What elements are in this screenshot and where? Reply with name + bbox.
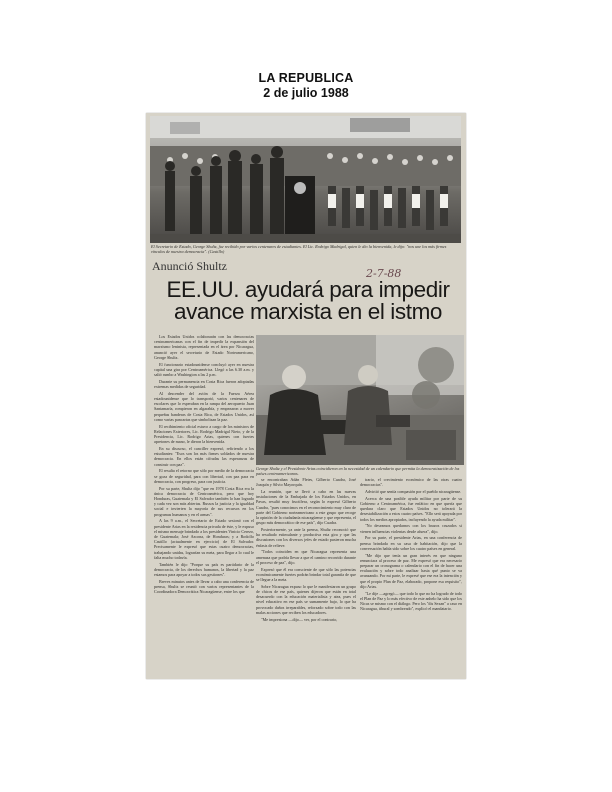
paragraph: El funcionario estadounidense concluyó ayer en nuestra capital una gira por Centroamérica. Llegó a las 6.30 a.m. y salió rumbo a Washington a las 2 p.m. xyxy=(154,361,254,378)
article-column-1 xyxy=(154,334,254,596)
paragraph: "No deseamos quedarnos con los brazos cruzados si vienen influencias violentas desde afuera", dijo. xyxy=(360,523,462,534)
paragraph: "Me dijo que tenía un gran interés en que ninguno renunciara al proceso de paz. Me expresó que era necesario preparar un cronograma o calendario con el fin de hacer una evaluación y sobre todo analizar hasta qué punto se va avanzando. Por mi parte, le expresé que ese era la intención y que el propio Plan de Paz, elaborado, propone esa requisito", dijo Arias. xyxy=(360,552,462,589)
paragraph: También le dijo "Porque su país es partidario de la democracia, de los derechos humanos, la libertad y la paz estamos para apoyar a todos sus gestiones". xyxy=(154,561,254,578)
paragraph: Los Estados Unidos colaborarán con las democracias centroamericanas con el fin de impedir la expansión del marxismo leninista, representada en el área por Nicaragua, anunció ayer el secretario de Estado Norteamericano, George Shultz. xyxy=(154,334,254,360)
paragraph: La reunión, que se llevó a cabo en las nuevas instalaciones de la Embajada de los Estados Unidos, en Pavas, resultó muy fructífera, según lo expresó Gilberto Cuadra, "pues conocimos en el reconocimiento muy claro de parte del Gobierno norteamericano a este grupo que recoge la opinión de la ciudadanía nicaragüense y que representa, el grupo más democrático de ese país", dijo Cuadra. xyxy=(256,489,356,526)
photo-shultz-arias xyxy=(256,335,464,465)
photo-caption-arias: George Shultz y el Presidente Arias coincidieron en la necesidad de un calendario que permita la democratización de los países centroamericanos. xyxy=(256,466,460,476)
paragraph: Expresó que él era consciente de que sólo las potencias económicamente fuertes podrán brindar total garantía de que se llegue a la meta. xyxy=(256,566,356,583)
paragraph: "Todos coinciden en que Nicaragua representa una amenaza que podría llevar a que el camino recorrido durante el proceso de paz", dijo. xyxy=(256,549,356,565)
photo-shultz-arrival xyxy=(150,116,461,243)
paragraph: Al descender del avión de la Fuerza Aérea estadounidense que lo transportó, varios centenares de escolares que lo esperaban en la rampa del aeropuerto Juan Santamaría, rompieron en algarabía, y empezaron a mover pequeñas banderas de Costa Rica, de Estados Unidos, así como varias pancartas que simbolizan la paz. xyxy=(154,390,254,422)
article-column-3 xyxy=(360,477,462,613)
paragraph: En su discurso, el canciller expresó, refiriendo a los estudiantes: "Esos son los más firmes soldados de nuestra democracia. En ellos están cifradas las esperanzas de construir con paz". xyxy=(154,446,254,467)
article-kicker: Anunció Shultz xyxy=(152,259,227,273)
photo-caption-arrival: El Secretario de Estado, George Shultz, fue recibido por varios centenares de estudiantes. El Lic. Rodrigo Madrigal, quien le dio la bienvenida, le dijo: "nos une los más firmes vínculos de nuestra democracia". (Castillo) xyxy=(151,244,447,254)
photo-shultz-arias-image xyxy=(256,335,464,465)
paragraph: El resulta el retorno que sólo por medio de la democracia se goza de seguridad, para con libertad, con paz para en democracia, con progreso, para con justicia. xyxy=(154,468,254,484)
paragraph: "Me impresiona —dijo— ver, por el contrario, xyxy=(261,616,338,622)
publication-name: LA REPUBLICA xyxy=(258,71,354,85)
paragraph: "Le dije —agregó— que todo lo que no ha logrado de todo el Plan de Paz y lo más efectivo de este anhelo ha sido que los Nicas se mismo con el diálogo. Pero los "dis Sexan" a caso en Nicaragua, tibural y sombreado", explicó el mandatario. xyxy=(360,590,462,612)
paragraph: Durante su permanencia en Costa Rica fueron adoptadas extremas medidas de seguridad. xyxy=(154,378,254,390)
paragraph: Acerca de una posible ayuda militar por parte de su Gobierno a Centroamérica, fue enfático en que quería que quedara claro que Estados Unidos no tolerará la desestabilización a estos cuatro países. "Ello será apoyada por todos los medios apropiados, incluyendo la ayuda militar". xyxy=(360,495,462,522)
article-headline: EE.UU. ayudará para impedir avance marxista en el istmo xyxy=(166,277,450,324)
paragraph: Advirtió que sentía compasión por el pueblo nicaragüense. xyxy=(365,489,462,494)
paragraph: Sobre Nicaragua expuso lo que le manifestaron un grupo de chicos de ese país, quienes dijeron que están en total desacuerdo con la educación materialista y atea, pues el nivel educativo en ese país se sumamente bajo, lo que ha provocado daños irreparables, reforzado sobre todo con las malas acciones que reciben los educadores. xyxy=(256,583,356,615)
publication-date: 2 de julio 1988 xyxy=(263,86,349,100)
paragraph: El recibimiento oficial estuvo a cargo de los ministros de Relaciones Exteriores, Lic. Rodrigo Madrigal Nieto, y de la Presidencia, Lic. Rodrigo Arias, quienes con fuertes apretones de mano, le dieron la bienvenida. xyxy=(154,423,254,445)
paragraph: Por su parte, Shultz dijo "que en 1978 Costa Rica era la única democracia de Centroamérica, pero que hoy Honduras, Guatemala y El Salvador también lo han logrado y cada vez son más abiertas. Russos la justicia y la igualdad social e invierten la mayoría de sus recursos en los programas humanos y en el armas". xyxy=(154,485,254,517)
paragraph: se encontraban Adán Fletes, Gilberto Cuadra, José Joaquín y Silvio Mayorquín. xyxy=(256,477,356,488)
paragraph: Posteriormente, ya ante la prensa, Shultz reconoció que ha resultado estimulante y productiva esta gira y que las discusiones con los diversos jefes de estado pusieron mucha énfasis de relieve. xyxy=(256,527,356,548)
paragraph: A las 9 a.m., el Secretario de Estado sesionó con el presidente Arias en la residencia privada de éste, y le expuso el mismo mensaje brindado a los presidentes Vinicio Cerezo, de Guatemala; José Azcona, de Honduras; y a Rodolfo Castillo (actualmente en ejercicio) de El Salvador. Precisamente le expresó que estas cuatro democracias, trabajando unidas, lograrían su meta, para llegar a lo cual le falta mucho todavía. xyxy=(154,518,254,560)
paragraph: Breves minutos antes de llevar a cabo una conferencia de prensa, Shultz se reunió con varios representantes de la Coordinadora Democrática Nicaragüense, entre los que xyxy=(154,578,254,595)
photo-shultz-arrival-image xyxy=(150,116,461,243)
paragraph: trario, el crecimiento económico de las otras cuatro democracias". xyxy=(360,477,462,488)
newspaper-clipping xyxy=(146,113,466,679)
article-column-2 xyxy=(256,477,356,623)
handwritten-date: 2-7-88 xyxy=(366,267,402,280)
paragraph: Por su parte, el presidente Arias, en una conferencia de prensa brindada en su casa de habitación, dijo que la conversación había sido sobre los cuatro países en general. xyxy=(360,535,462,551)
